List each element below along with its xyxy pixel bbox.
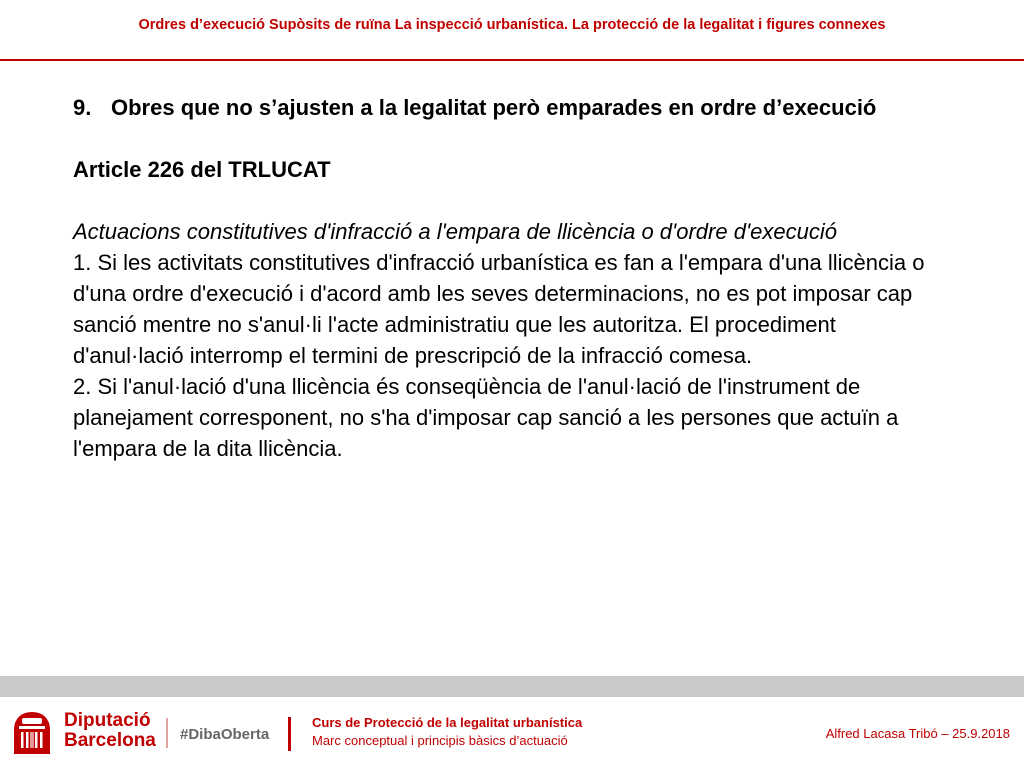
paragraph-2: 2. Si l'anul·lació d'una llicència és conseqüència de l'anul·lació de l'instrument de planejament corresponent, no s'ha d'imposar cap sanció a les persones que actuïn a l'empara de la dita llicència. <box>73 374 899 461</box>
course-info <box>312 714 582 750</box>
slide-header <box>0 0 1024 60</box>
article-title: Article 226 del TRLUCAT <box>73 157 331 182</box>
heading-number: 9. <box>73 95 92 120</box>
course-title: Curs de Protecció de la legalitat urbanística <box>312 715 583 730</box>
brand-line-2: Barcelona <box>64 730 156 751</box>
paragraph-1: 1. Si les activitats constitutives d'infracció urbanística es fan a l'empara d'una llicència o d'una ordre d'execució i d'acord amb les seves determinacions, no es pot imposar cap sanció mentre no s'anul·li l'acte administratiu que les autoritza. El procediment d'anul·lació interromp el termini de prescripció de la infracció comesa. <box>73 250 925 368</box>
footer-band <box>0 676 1024 697</box>
article-subtitle: Actuacions constitutives d'infracció a l'empara de llicència o d'ordre d'execució <box>73 219 837 244</box>
slide-content <box>73 92 933 464</box>
brand-name <box>64 711 156 751</box>
header-divider <box>0 59 1024 61</box>
brand-divider <box>166 718 168 748</box>
slide-footer <box>0 697 1024 768</box>
header-title: Ordres d’execució Supòsits de ruïna La inspecció urbanística. La protecció de la legalitat i figures connexes <box>138 17 886 33</box>
hashtag: #DibaOberta <box>180 726 270 743</box>
course-subtitle: Marc conceptual i principis bàsics d’actuació <box>312 733 568 748</box>
section-heading <box>73 92 933 123</box>
diputacio-logo-icon <box>10 710 54 756</box>
brand-line-1: Diputació <box>64 710 151 731</box>
course-divider <box>288 717 291 751</box>
heading-text: Obres que no s’ajusten a la legalitat però emparades en ordre d’execució <box>111 95 877 120</box>
author-date: Alfred Lacasa Tribó – 25.9.2018 <box>825 726 1010 741</box>
